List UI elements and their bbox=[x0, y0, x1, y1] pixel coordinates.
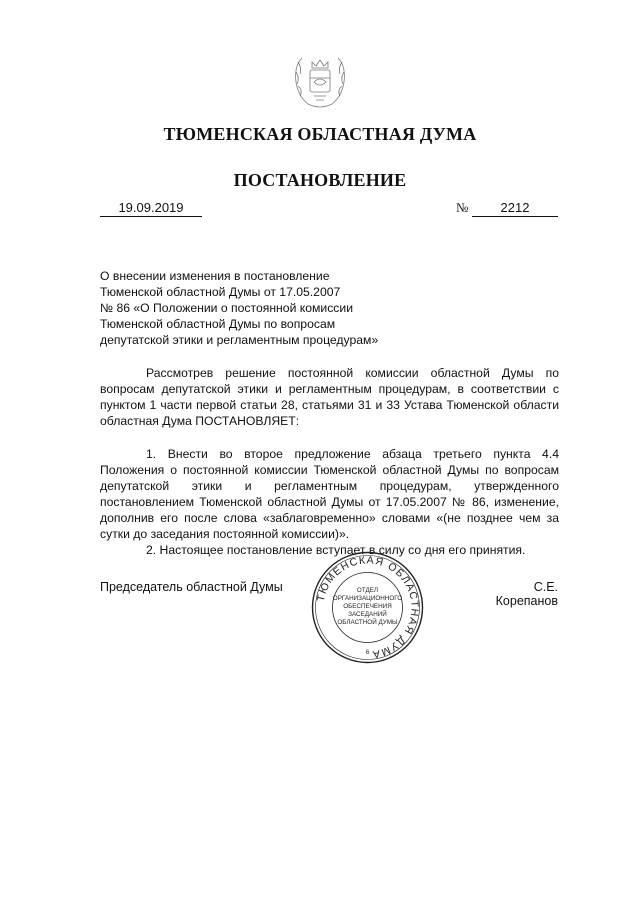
coat-of-arms-icon bbox=[288, 52, 352, 112]
subject-line: Тюменской областной Думы по вопросам bbox=[100, 317, 336, 331]
stamp-number: 6 bbox=[365, 650, 370, 656]
subject-line: О внесении изменения в постановление bbox=[100, 269, 330, 283]
official-stamp bbox=[310, 550, 425, 665]
stamp-center-line: ОРГАНИЗАЦИОННОГО bbox=[332, 595, 403, 602]
document-date: 19.09.2019 bbox=[100, 200, 202, 217]
resolution-item-2: 2. Настоящее постановление вступает в силу со дня его принятия. bbox=[146, 543, 526, 557]
document-number-label: № bbox=[456, 200, 469, 215]
stamp-center-line: ОБЕСПЕЧЕНИЯ bbox=[343, 603, 392, 610]
signatory-position: Председатель областной Думы bbox=[100, 580, 283, 594]
stamp-center-line: ОБЛАСТНОЙ ДУМЫ bbox=[337, 619, 398, 626]
subject-line: Тюменской областной Думы от 17.05.2007 bbox=[100, 285, 341, 299]
stamp-center-line: ОТДЕЛ bbox=[356, 587, 379, 594]
document-number: 2212 bbox=[472, 200, 558, 217]
document-type-title: ПОСТАНОВЛЕНИЕ bbox=[233, 170, 407, 190]
resolution-item-1: 1. Внести во второе предложение абзаца третьего пункта 4.4 Положения о постоянной комиссии Тюменской областной Думы по вопросам депутатской этики и регламентным процедурам, утвержденного постановлением Тюменской областной Думы от 17.05.2007 № 86, изменение, дополнив его после слова «заблаговременно» словами «(не позднее чем за сутки до заседания постоянной комиссии)». bbox=[100, 447, 559, 541]
stamp-center-line: ЗАСЕДАНИЙ bbox=[348, 611, 387, 618]
signatory-name: С.Е. Корепанов bbox=[495, 580, 558, 608]
stamp-ring-text: ТЮМЕНСКАЯ ОБЛАСТНАЯ ДУМА bbox=[314, 554, 421, 661]
document-body bbox=[100, 365, 559, 558]
document-subject bbox=[100, 268, 400, 348]
subject-line: № 86 «О Положении о постоянной комиссии bbox=[100, 301, 353, 315]
organization-title: ТЮМЕНСКАЯ ОБЛАСТНАЯ ДУМА bbox=[163, 124, 477, 144]
preamble-paragraph: Рассмотрев решение постоянной комиссии областной Думы по вопросам депутатской этики и регламентным процедурам, в соответствии с пунктом 1 части первой статьи 28, статьями 31 и 33 Устава Тюменской области областная Дума ПОСТАНОВЛЯЕТ: bbox=[100, 366, 559, 428]
subject-line: депутатской этики и регламентным процедурам» bbox=[100, 333, 379, 347]
